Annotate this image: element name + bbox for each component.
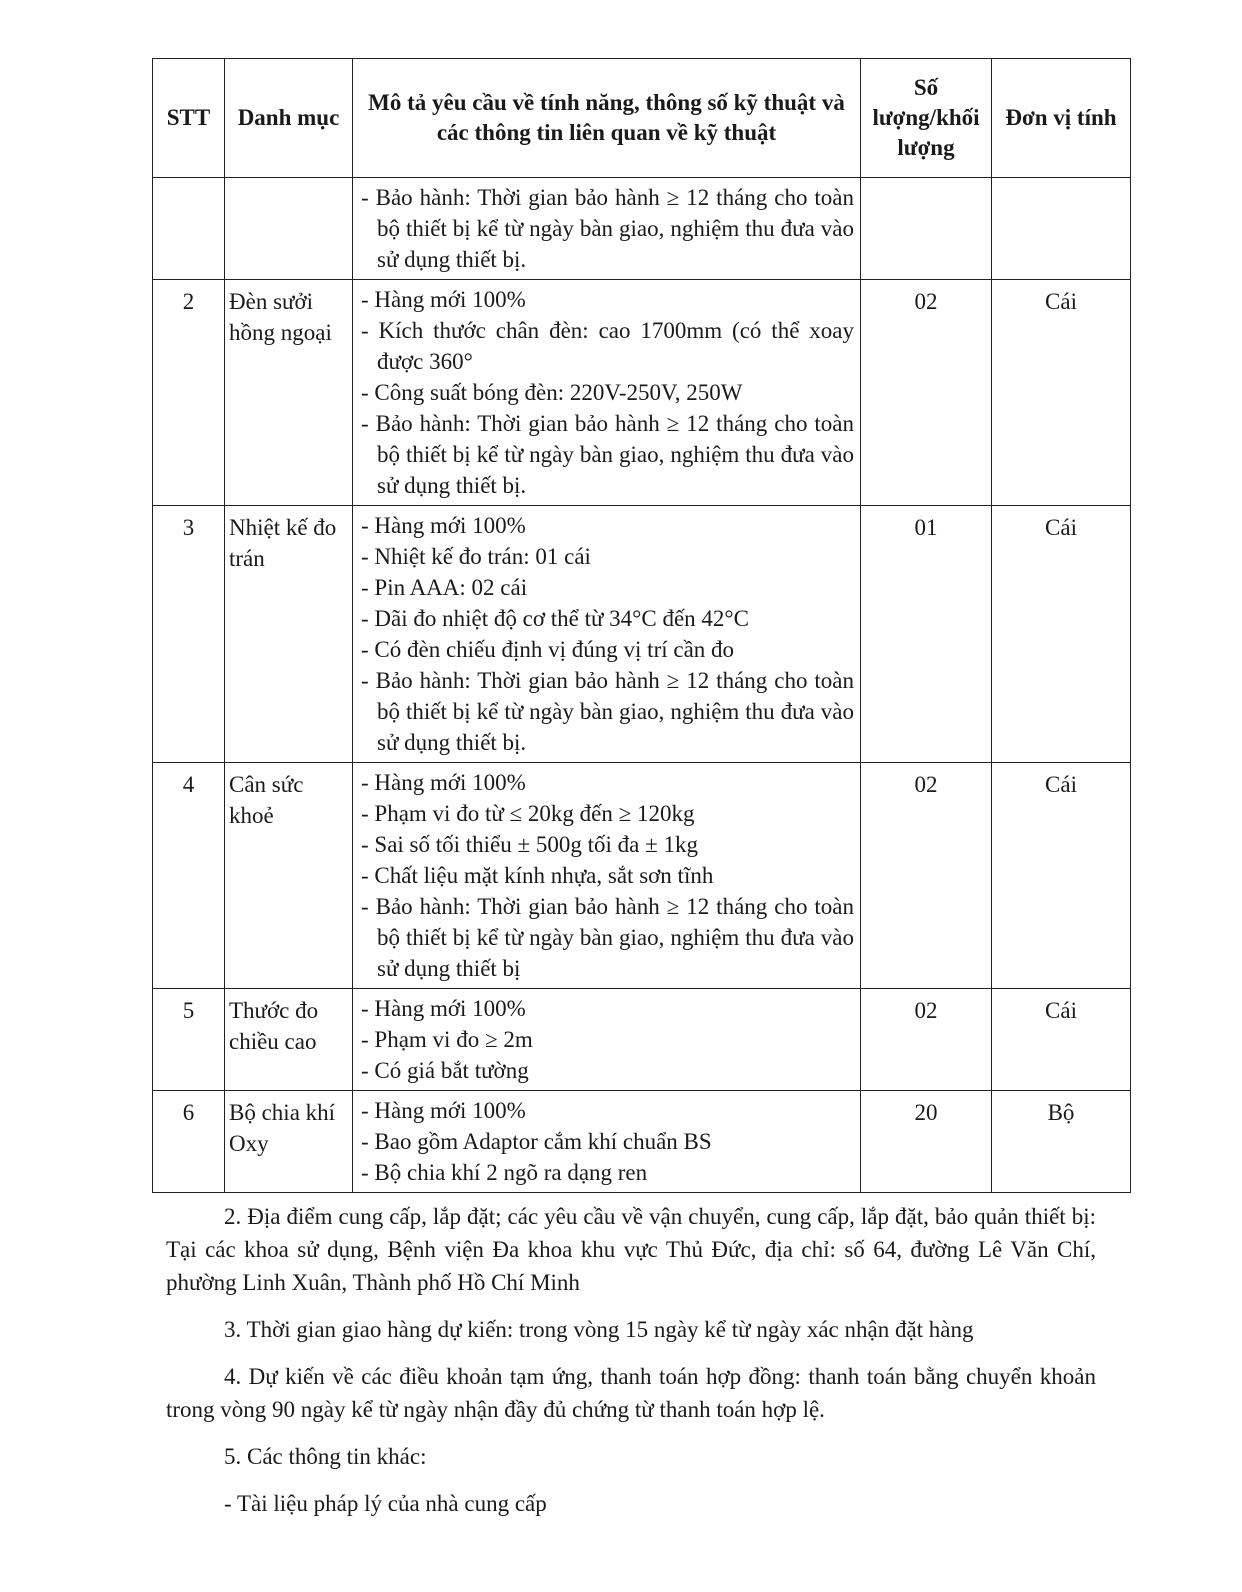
paragraph-other-info: 5. Các thông tin khác: (224, 1444, 427, 1469)
table-row (153, 1091, 1131, 1193)
row-unit (992, 178, 1131, 280)
row-quantity: 20 (861, 1091, 992, 1193)
spec-line: - Bảo hành: Thời gian bảo hành ≥ 12 tháng cho toàn bộ thiết bị kể từ ngày bàn giao, nghiệm thu đưa vào sử dụng thiết bị. (361, 411, 854, 498)
row-unit: Bộ (992, 1091, 1131, 1193)
spec-line: - Chất liệu mặt kính nhựa, sắt sơn tĩnh (361, 863, 714, 888)
paragraph-delivery-time: 3. Thời gian giao hàng dự kiến: trong vòng 15 ngày kể từ ngày xác nhận đặt hàng (224, 1317, 974, 1342)
row-stt (153, 178, 225, 280)
row-description (353, 280, 861, 506)
row-quantity: 02 (861, 280, 992, 506)
table-row (153, 763, 1131, 989)
row-stt: 5 (153, 989, 225, 1091)
row-unit: Cái (992, 506, 1131, 763)
paragraph-payment-terms: 4. Dự kiến về các điều khoản tạm ứng, thanh toán hợp đồng: thanh toán bằng chuyển khoản trong vòng 90 ngày kể từ ngày nhận đầy đủ chứng từ thanh toán hợp lệ. (166, 1364, 1096, 1422)
row-stt: 2 (153, 280, 225, 506)
row-description (353, 178, 861, 280)
header-category: Danh mục (225, 59, 353, 178)
row-category (225, 178, 353, 280)
row-unit: Cái (992, 280, 1131, 506)
spec-line: - Nhiệt kế đo trán: 01 cái (361, 544, 591, 569)
spec-line: - Hàng mới 100% (361, 770, 526, 795)
row-category: Nhiệt kế đo trán (225, 506, 353, 763)
row-description (353, 1091, 861, 1193)
row-stt: 4 (153, 763, 225, 989)
spec-line: - Bộ chia khí 2 ngõ ra dạng ren (361, 1160, 648, 1185)
spec-line: - Phạm vi đo ≥ 2m (361, 1027, 533, 1052)
paragraph-legal-docs: - Tài liệu pháp lý của nhà cung cấp (224, 1491, 547, 1516)
row-quantity: 01 (861, 506, 992, 763)
spec-line: - Dãi đo nhiệt độ cơ thể từ 34°C đến 42°C (361, 606, 749, 631)
row-description (353, 763, 861, 989)
paragraph-delivery-location: 2. Địa điểm cung cấp, lắp đặt; các yêu cầu về vận chuyển, cung cấp, lắp đặt, bảo quản thiết bị: Tại các khoa sử dụng, Bệnh viện Đa khoa khu vực Thủ Đức, địa chỉ: số 64, đường Lê Văn Chí, phường Linh Xuân, Thành phố Hồ Chí Minh (166, 1204, 1096, 1295)
spec-line: - Bao gồm Adaptor cắm khí chuẩn BS (361, 1129, 712, 1154)
table-row (153, 280, 1131, 506)
header-stt: STT (153, 59, 225, 178)
row-category: Thước đo chiều cao (225, 989, 353, 1091)
spec-line: - Sai số tối thiểu ± 500g tối đa ± 1kg (361, 832, 699, 857)
header-description: Mô tả yêu cầu về tính năng, thông số kỹ thuật và các thông tin liên quan về kỹ thuật (353, 59, 861, 178)
row-unit: Cái (992, 989, 1131, 1091)
header-unit: Đơn vị tính (992, 59, 1131, 178)
row-stt: 3 (153, 506, 225, 763)
spec-line: - Có đèn chiếu định vị đúng vị trí cần đo (361, 637, 735, 662)
row-unit: Cái (992, 763, 1131, 989)
document-body-text (166, 1200, 1096, 1534)
row-description (353, 506, 861, 763)
table-header-row (153, 59, 1131, 178)
spec-line: - Hàng mới 100% (361, 996, 526, 1021)
table-row (153, 989, 1131, 1091)
spec-line: - Kích thước chân đèn: cao 1700mm (có thể xoay được 360° (361, 318, 854, 374)
spec-line: - Bảo hành: Thời gian bảo hành ≥ 12 tháng cho toàn bộ thiết bị kể từ ngày bàn giao, nghiệm thu đưa vào sử dụng thiết bị. (361, 668, 854, 755)
spec-line: - Hàng mới 100% (361, 513, 526, 538)
spec-line: - Hàng mới 100% (361, 287, 526, 312)
row-quantity: 02 (861, 763, 992, 989)
table-row (153, 178, 1131, 280)
spec-line: - Bảo hành: Thời gian bảo hành ≥ 12 tháng cho toàn bộ thiết bị kể từ ngày bàn giao, nghiệm thu đưa vào sử dụng thiết bị (361, 894, 854, 981)
row-category: Bộ chia khí Oxy (225, 1091, 353, 1193)
spec-line: - Phạm vi đo từ ≤ 20kg đến ≥ 120kg (361, 801, 695, 826)
header-quantity: Số lượng/khối lượng (861, 59, 992, 178)
row-description (353, 989, 861, 1091)
row-quantity: 02 (861, 989, 992, 1091)
spec-line: - Có giá bắt tường (361, 1058, 529, 1083)
row-category: Đèn sưởi hồng ngoại (225, 280, 353, 506)
row-category: Cân sức khoẻ (225, 763, 353, 989)
spec-line: - Pin AAA: 02 cái (361, 575, 528, 600)
spec-line: - Bảo hành: Thời gian bảo hành ≥ 12 tháng cho toàn bộ thiết bị kể từ ngày bàn giao, nghiệm thu đưa vào sử dụng thiết bị. (361, 185, 854, 272)
equipment-spec-table (152, 58, 1131, 1193)
row-quantity (861, 178, 992, 280)
table-row (153, 506, 1131, 763)
row-stt: 6 (153, 1091, 225, 1193)
spec-line: - Hàng mới 100% (361, 1098, 526, 1123)
spec-line: - Công suất bóng đèn: 220V-250V, 250W (361, 380, 743, 405)
